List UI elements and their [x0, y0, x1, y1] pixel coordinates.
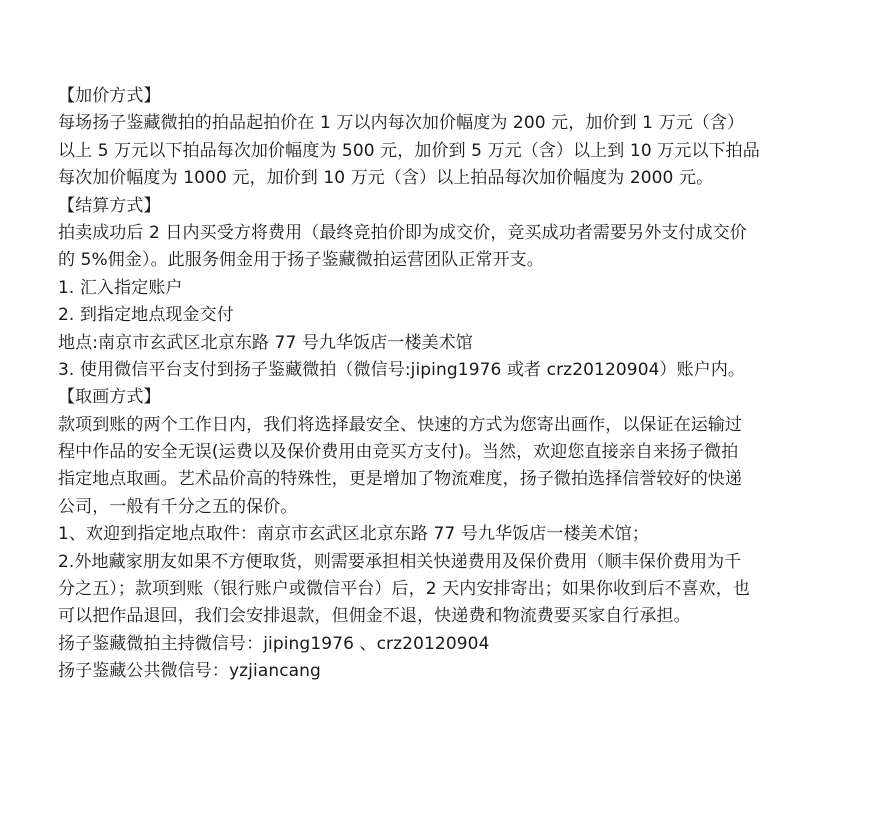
list-item: 2.外地藏家朋友如果不方便取货，则需要承担相关快递费用及保价费用（顺丰保价费用为千 [58, 551, 742, 572]
list-item: 3. 使用微信平台支付到扬子鉴藏微拍（微信号:jiping1976 或者 crz20120904）账户内。 [58, 359, 746, 380]
paragraph-line: 每场扬子鉴藏微拍的拍品起拍价在 1 万以内每次加价幅度为 200 元，加价到 1 万元（含） [58, 113, 745, 134]
paragraph-line: 款项到账的两个工作日内，我们将选择最安全、快速的方式为您寄出画作，以保证在运输过 [58, 414, 742, 435]
paragraph-line: 公司，一般有千分之五的保价。 [58, 496, 298, 517]
paragraph-line: 每次加价幅度为 1000 元，加价到 10 万元（含）以上拍品每次加价幅度为 2000 元。 [58, 168, 714, 189]
list-item: 1. 汇入指定账户 [58, 277, 183, 298]
paragraph-line: 以上 5 万元以下拍品每次加价幅度为 500 元，加价到 5 万元（含）以上到 10 万元以下拍品 [58, 140, 760, 161]
address-line: 地点:南京市玄武区北京东路 77 号九华饭店一楼美术馆 [58, 332, 473, 353]
paragraph-line: 可以把作品退回，我们会安排退款，但佣金不退，快递费和物流费要买家自行承担。 [58, 606, 691, 627]
paragraph-line: 分之五）；款项到账（银行账户或微信平台）后，2 天内安排寄出；如果你收到后不喜欢，也 [58, 579, 750, 600]
paragraph-line: 指定地点取画。艺术品价高的特殊性，更是增加了物流难度，扬子微拍选择信誉较好的快递 [58, 469, 742, 490]
paragraph-line: 的 5%佣金）。此服务佣金用于扬子鉴藏微拍运营团队正常开支。 [58, 250, 544, 271]
paragraph-line: 拍卖成功后 2 日内买受方将费用（最终竞拍价即为成交价，竞买成功者需要另外支付成交价 [58, 222, 747, 243]
contact-wechat-host: 扬子鉴藏微拍主持微信号：jiping1976 、crz20120904 [58, 633, 490, 654]
heading-bidding-increments: 【加价方式】 [58, 86, 161, 106]
heading-settlement: 【结算方式】 [58, 195, 161, 216]
heading-pickup: 【取画方式】 [58, 387, 161, 408]
document-body [58, 83, 798, 686]
contact-wechat-public: 扬子鉴藏公共微信号：yzjiancang [58, 661, 321, 682]
paragraph-line: 程中作品的安全无误(运费以及保价费用由竞买方支付)。当然，欢迎您直接亲自来扬子微拍 [58, 442, 739, 463]
list-item: 2. 到指定地点现金交付 [58, 305, 234, 326]
list-item: 1、欢迎到指定地点取件：南京市玄武区北京东路 77 号九华饭店一楼美术馆； [58, 524, 649, 545]
